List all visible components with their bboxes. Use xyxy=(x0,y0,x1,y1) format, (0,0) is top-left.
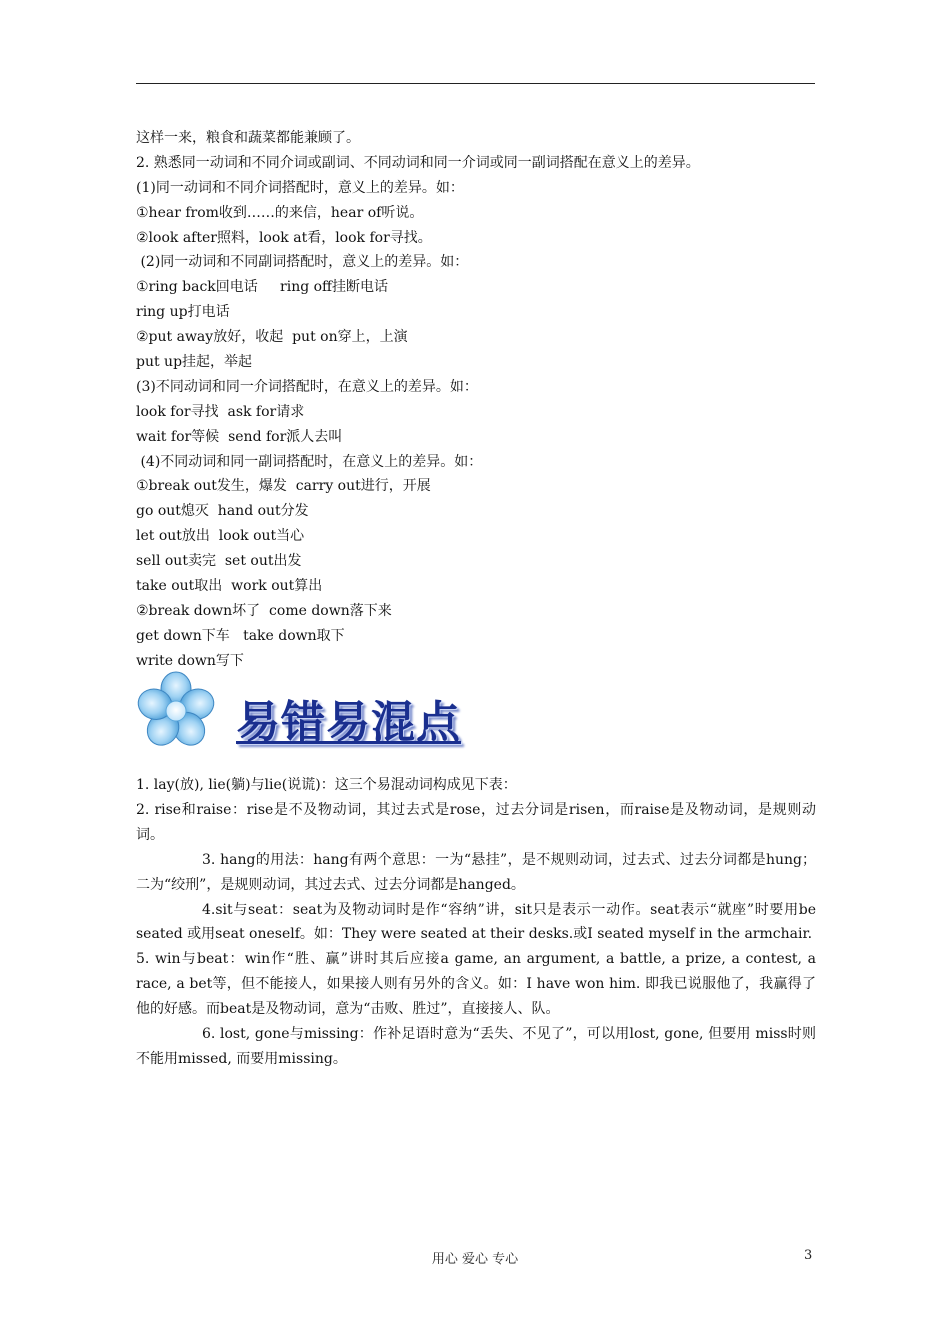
text-line: put up挂起，举起 xyxy=(136,354,253,371)
text-line: go out熄灭 hand out分发 xyxy=(136,503,309,520)
footer-text: 用心 爱心 专心 xyxy=(431,1252,519,1267)
text-line: (2)同一动词和不同副词搭配时，意义上的差异。如： xyxy=(136,254,469,271)
text-line: look for寻找 ask for请求 xyxy=(136,403,305,420)
text-line: take out取出 work out算出 xyxy=(136,578,323,595)
flower-icon xyxy=(136,670,216,750)
paragraph: 1. lay(放), lie(躺)与lie(说谎)：这三个易混动词构成见下表： xyxy=(136,777,517,793)
text-line: ①hear from收到……的来信，hear of听说。 xyxy=(136,204,424,221)
collocation-section xyxy=(136,126,826,674)
paragraph: 6. lost, gone与missing：作补足语时意为“丢失、不见了”，可以用lost, gone, 但要用 miss时则不能用missed, 而要用missing。 xyxy=(136,1026,816,1067)
page-number: 3 xyxy=(804,1248,813,1263)
text-line: ①break out发生，爆发 carry out进行，开展 xyxy=(136,478,431,495)
text-line: (1)同一动词和不同介词搭配时，意义上的差异。如： xyxy=(136,179,464,196)
text-line: 2. 熟悉同一动词和不同介词或副词、不同动词和同一介词或同一副词搭配在意义上的差异。 xyxy=(136,154,700,171)
text-line: ①ring back回电话 ring off挂断电话 xyxy=(136,279,389,296)
text-line: (4)不同动词和同一副词搭配时，在意义上的差异。如： xyxy=(136,453,483,470)
text-line: ②put away放好，收起 put on穿上，上演 xyxy=(136,329,408,346)
text-line: (3)不同动词和同一介词搭配时，在意义上的差异。如： xyxy=(136,378,478,395)
text-line: ②break down坏了 come down落下来 xyxy=(136,602,392,619)
paragraph: 3. hang的用法：hang有两个意思：一为“悬挂”，是不规则动词，过去式、过去分词都是hung；二为“绞刑”，是规则动词，其过去式、过去分词都是hanged。 xyxy=(136,851,816,893)
text-line: wait for等候 send for派人去叫 xyxy=(136,428,343,445)
text-line: sell out卖完 set out出发 xyxy=(136,553,302,570)
paragraph: 4.sit与seat：seat为及物动词时是作“容纳”讲，sit只是表示一动作。seat表示“就座”时要用be seated 或用seat oneself。如：They were seated at their desks.或I seated myself in the armchair. xyxy=(136,901,816,943)
confusable-points-section xyxy=(136,773,816,1072)
banner-title: 易错易混点 xyxy=(236,697,461,748)
text-line: let out放出 look out当心 xyxy=(136,528,305,545)
text-line: get down下车 take down取下 xyxy=(136,627,345,644)
text-line: write down写下 xyxy=(136,652,244,669)
section-banner xyxy=(136,670,556,752)
header-rule xyxy=(136,83,815,84)
paragraph: 5. win与beat：win作“胜、赢”讲时其后应接a game, an argument, a battle, a prize, a contest, a race, a bet等，但不能接人，如果接人则有另外的含义。如：I have won him. 即我已说服他了，我赢得了他的好感。而beat是及物动词，意为“击败、胜过”，直接接人、队。 xyxy=(136,951,816,1018)
paragraph: 2. rise和raise：rise是不及物动词，其过去式是rose，过去分词是risen，而raise是及物动词，是规则动词。 xyxy=(136,801,816,843)
text-line: ring up打电话 xyxy=(136,304,230,321)
text-line: ②look after照料，look at看，look for寻找。 xyxy=(136,229,432,246)
text-line: 这样一来，粮食和蔬菜都能兼顾了。 xyxy=(136,130,360,146)
